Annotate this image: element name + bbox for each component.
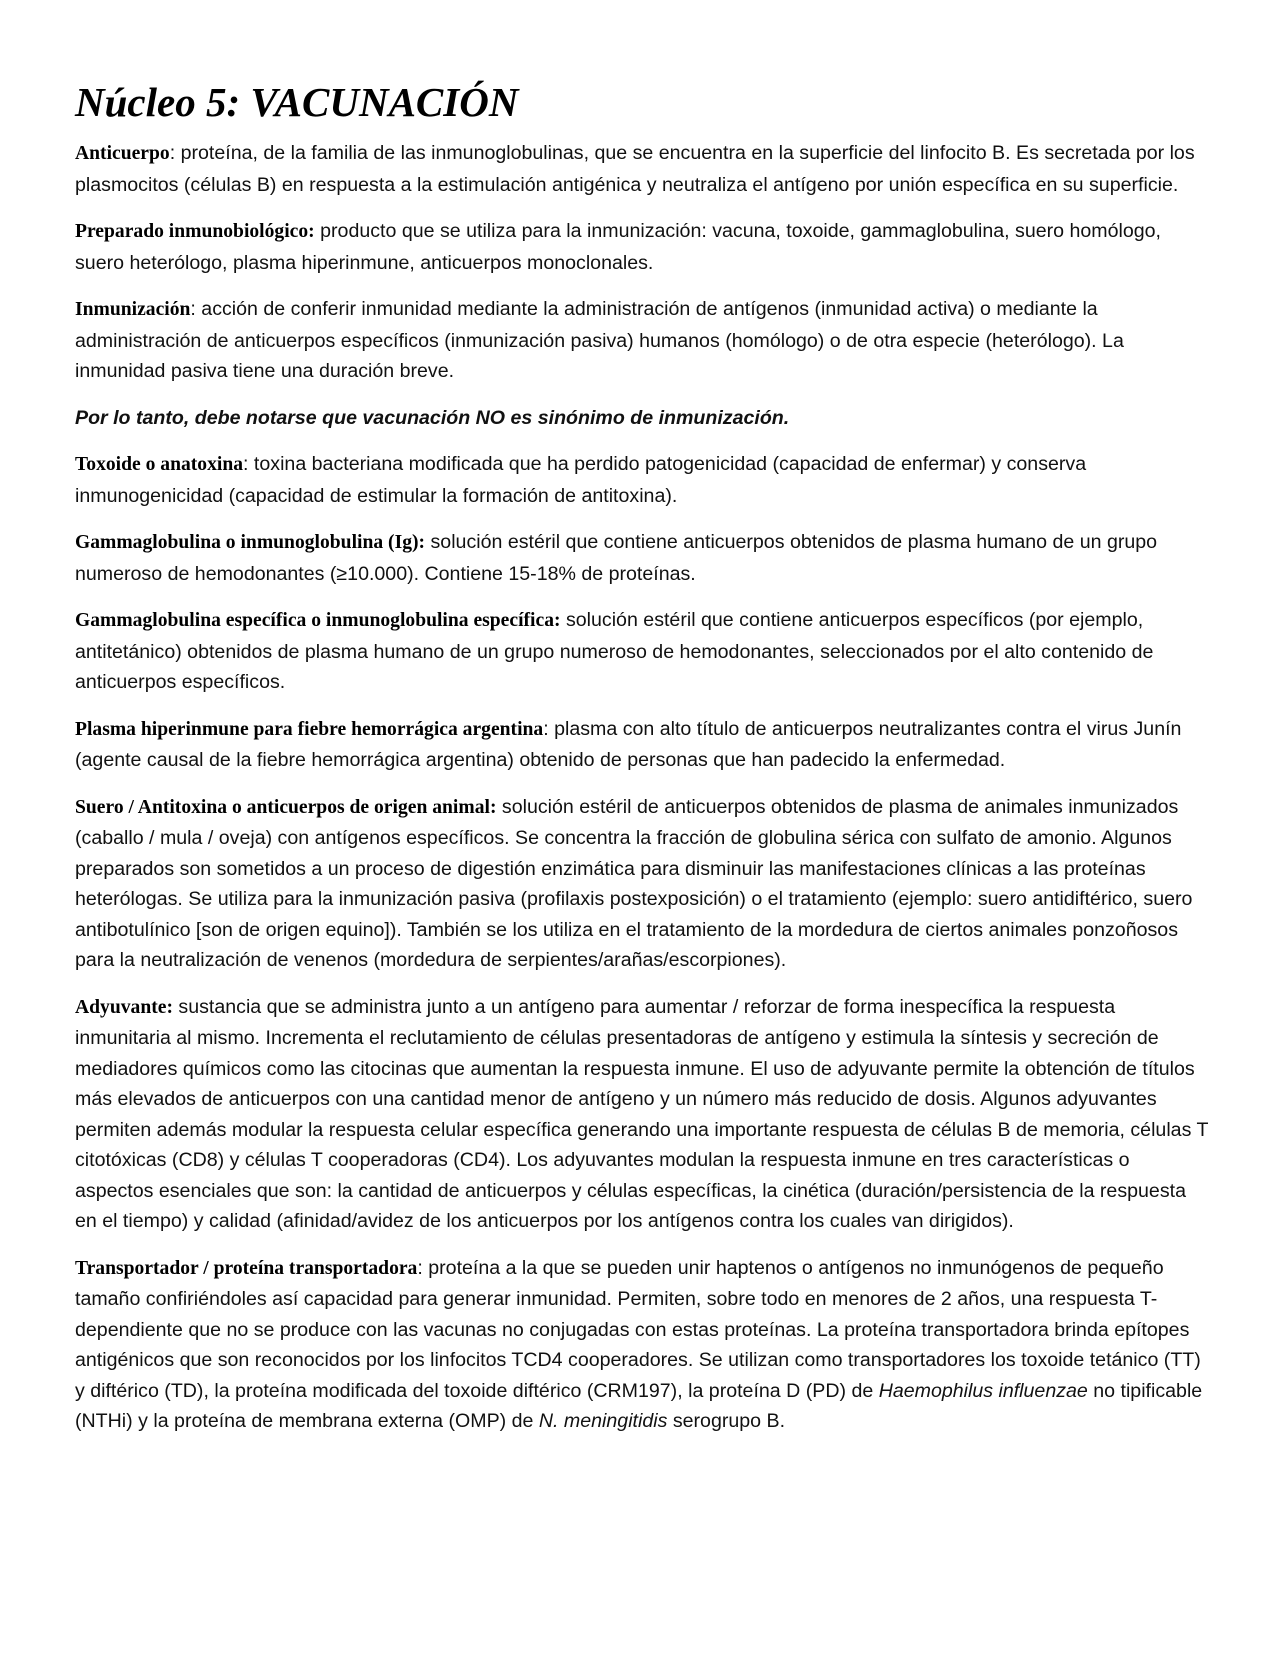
note-vacunacion: Por lo tanto, debe notarse que vacunación NO es sinónimo de inmunización. xyxy=(75,406,790,429)
definition-text: sustancia que se administra junto a un antígeno para aumentar / reforzar de forma inespecífica la respuesta inmunitaria al mismo. Incrementa el reclutamiento de células presentadoras de antígeno y estimula la síntesis y secreción de mediadores químicos como las citocinas que aumentan la respuesta inmune. El uso de adyuvante permite la obtención de títulos más elevados de anticuerpos con una cantidad menor de antígeno y un número más reducido de dosis. Algunos adyuvantes permiten además modular la respuesta celular específica generando una importante respuesta de células B de memoria, células T citotóxicas (CD8) y células T cooperadoras (CD4). Los adyuvantes modulan la respuesta inmune en tres características o aspectos esenciales que son: la cantidad de anticuerpos y células específicas, la cinética (duración/persistencia de la respuesta en el tiempo) y calidad (afinidad/avidez de los anticuerpos por los antígenos contra los cuales van dirigidos). xyxy=(75,995,1209,1232)
definition-anticuerpo xyxy=(75,138,1210,200)
definition-preparado-inmunobiologico xyxy=(75,216,1210,278)
definition-term: Toxoide o anatoxina xyxy=(75,454,244,475)
page-title: Núcleo 5: VACUNACIÓN xyxy=(75,79,519,125)
definition-term: Plasma hiperinmune para fiebre hemorrágica argentina xyxy=(75,718,544,740)
definition-term: Gammaglobulina específica o inmunoglobulina específica: xyxy=(75,610,561,631)
definition-text: no tipificable (NTHi) y la proteína de membrana externa (OMP) de xyxy=(75,1379,1203,1432)
definition-text: : toxina bacteriana modificada que ha perdido patogenicidad (capacidad de enfermar) y conserva inmunogenicidad (capacidad de estimular la formación de antitoxina). xyxy=(75,453,1087,507)
definition-text: solución estéril que contiene anticuerpos obtenidos de plasma humano de un grupo numeroso de hemodonantes (≥10.000). Contiene 15-18% de proteínas. xyxy=(75,531,1158,585)
species-name: N. meningitidis xyxy=(538,1410,668,1432)
definition-gammaglobulina xyxy=(75,527,1210,589)
definition-text: producto que se utiliza para la inmunización: vacuna, toxoide, gammaglobulina, suero homólogo, suero heterólogo, plasma hiperinmune, anticuerpos monoclonales. xyxy=(75,220,1161,274)
definition-plasma-hiperinmune xyxy=(75,714,1210,776)
definition-term: Adyuvante: xyxy=(75,996,173,1018)
definition-transportador xyxy=(75,1253,1210,1437)
definition-text: : proteína a la que se pueden unir haptenos o antígenos no inmunógenos de pequeño tamaño confiriéndoles así capacidad para generar inmunidad. Permiten, sobre todo en menores de 2 años, una respuesta T-dependiente que no se produce con las vacunas no conjugadas con estas proteínas. La proteína transportadora brinda epítopes antigénicos que son reconocidos por los linfocitos TCD4 cooperadores. Se utilizan como transportadores los toxoide tetánico (TT) y diftérico (TD), la proteína modificada del toxoide diftérico (CRM197), la proteína D (PD) de xyxy=(75,1256,1201,1402)
definition-text: : plasma con alto título de anticuerpos neutralizantes contra el virus Junín (agente causal de la fiebre hemorrágica argentina) obtenido de personas que han padecido la enfermedad. xyxy=(75,717,1182,771)
definition-term: Gammaglobulina o inmunoglobulina (Ig): xyxy=(75,532,426,553)
definition-text: serogrupo B. xyxy=(667,1410,786,1432)
definition-suero-antitoxina xyxy=(75,792,1210,976)
definition-adyuvante xyxy=(75,992,1210,1237)
definition-inmunizacion xyxy=(75,294,1210,387)
definition-gammaglobulina-especifica xyxy=(75,605,1210,698)
species-name: Haemophilus influenzae xyxy=(878,1379,1088,1402)
definition-term: Inmunización xyxy=(75,299,191,320)
definition-text: solución estéril que contiene anticuerpos específicos (por ejemplo, antitetánico) obtenidos de plasma humano de un grupo numeroso de hemodonantes, seleccionados por el alto contenido de anticuerpos específicos. xyxy=(75,609,1154,693)
definition-toxoide xyxy=(75,449,1210,511)
definition-term: Transportador / proteína transportadora xyxy=(75,1257,418,1279)
definition-term: Suero / Antitoxina o anticuerpos de origen animal: xyxy=(75,796,497,818)
definition-term: Anticuerpo xyxy=(75,143,170,164)
document-page xyxy=(75,70,1210,1453)
definition-text: : proteína, de la familia de las inmunoglobulinas, que se encuentra en la superficie del linfocito B. Es secretada por los plasmocitos (células B) en respuesta a la estimulación antigénica y neutraliza el antígeno por unión específica en su superficie. xyxy=(75,142,1195,196)
definition-term: Preparado inmunobiológico: xyxy=(75,221,315,242)
definition-text: : acción de conferir inmunidad mediante la administración de antígenos (inmunidad activa) o mediante la administración de anticuerpos específicos (inmunización pasiva) humanos (homólogo) o de otra especie (heterólogo). La inmunidad pasiva tiene una duración breve. xyxy=(75,298,1124,382)
definition-text: solución estéril de anticuerpos obtenidos de plasma de animales inmunizados (caballo / mula / oveja) con antígenos específicos. Se concentra la fracción de globulina sérica con sulfato de amonio. Algunos preparados son sometidos a un proceso de digestión enzimática para disminuir las manifestaciones clínicas a las proteínas heterólogas. Se utiliza para la inmunización pasiva (profilaxis postexposición) o el tratamiento (ejemplo: suero antidiftérico, suero antibotulínico [son de origen equino]). También se los utiliza en el tratamiento de la mordedura de ciertos animales ponzoñosos para la neutralización de venenos (mordedura de serpientes/arañas/escorpiones). xyxy=(75,795,1193,971)
